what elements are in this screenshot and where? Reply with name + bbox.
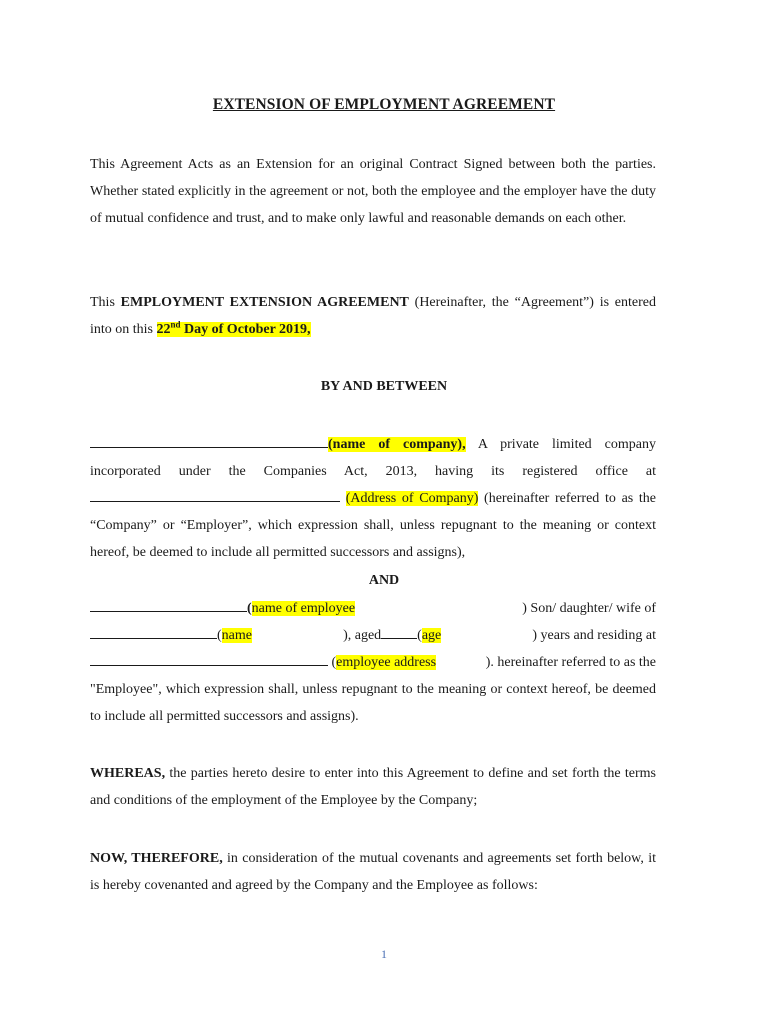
employee-name-blank bbox=[90, 599, 247, 612]
employee-closing: "Employee", which expression shall, unless repugnant to the meaning or context hereof, be deemed to include all permitted successors and assigns). bbox=[90, 682, 656, 724]
company-address-blank bbox=[90, 489, 340, 502]
whereas-paragraph bbox=[90, 760, 656, 814]
document-title: EXTENSION OF EMPLOYMENT AGREEMENT bbox=[212, 96, 556, 113]
company-paragraph bbox=[90, 431, 656, 566]
now-therefore-paragraph bbox=[90, 845, 656, 899]
by-and-between-heading: BY AND BETWEEN bbox=[320, 379, 448, 394]
page-number: 1 bbox=[381, 947, 387, 961]
employee-address-blank bbox=[90, 653, 328, 666]
employee-relation: ) Son/ daughter/ wife of bbox=[522, 601, 656, 616]
agreement-prefix: This bbox=[90, 295, 121, 310]
employee-after-address: ). hereinafter referred to as the bbox=[485, 655, 656, 670]
agreement-middle: (Hereinafter, the “Agreement”) is entered into on this bbox=[90, 295, 656, 337]
parent-name-blank bbox=[90, 626, 217, 639]
intro-paragraph: This Agreement Acts as an Extension for an original Contract Signed between both the parties. Whether stated explicitly in the agreement or not, both the employee and the employer have the duty of mutual confidence and trust, and to make only lawful and reasonable demands on each other. bbox=[90, 157, 656, 226]
agreement-name: EMPLOYMENT EXTENSION AGREEMENT bbox=[120, 295, 409, 310]
agreement-paragraph bbox=[90, 289, 656, 343]
aged-text: ), aged bbox=[343, 628, 382, 643]
age-placeholder: age bbox=[421, 628, 442, 643]
and-heading: AND bbox=[368, 573, 400, 588]
employee-open-paren: ( bbox=[247, 601, 252, 616]
employee-name-group bbox=[90, 595, 355, 622]
employee-name-placeholder: name of employee bbox=[251, 601, 356, 616]
age-group: ), aged (age bbox=[343, 628, 442, 643]
employee-line-2 bbox=[90, 622, 656, 649]
day-number: 22 bbox=[156, 322, 171, 337]
company-name-placeholder: (name of company), bbox=[328, 437, 466, 452]
parent-name-placeholder: name bbox=[221, 628, 252, 643]
employee-paragraph bbox=[90, 595, 656, 730]
employee-line-3 bbox=[90, 649, 656, 676]
employee-address-placeholder: employee address bbox=[336, 655, 437, 670]
whereas-text: the parties hereto desire to enter into this Agreement to define and set forth the terms and conditions of the employment of the Employee by the Company; bbox=[90, 766, 656, 808]
now-therefore-text: in consideration of the mutual covenants and agreements set forth below, it is hereby covenanted and agreed by the Company and the Employee as follows: bbox=[90, 851, 656, 893]
company-address-placeholder: (Address of Company) bbox=[345, 491, 479, 506]
parent-name-group: (name bbox=[90, 622, 252, 649]
employee-line-1 bbox=[90, 595, 656, 622]
employee-address-group: (employee address bbox=[90, 649, 436, 676]
day-suffix: nd bbox=[170, 319, 181, 330]
now-therefore-label: NOW, THEREFORE, bbox=[90, 851, 223, 866]
years-text: ) years and residing at bbox=[532, 628, 656, 643]
company-text-1: A private limited company incorporated under the Companies Act, 2013, having its registered office at bbox=[90, 437, 656, 479]
company-name-blank bbox=[90, 435, 328, 448]
whereas-label: WHEREAS, bbox=[90, 766, 166, 781]
date-rest: Day of October 2019, bbox=[180, 322, 311, 337]
company-text-2: (hereinafter referred to as the “Company” or “Employer”, which expression shall, unless repugnant to the meaning or context hereof, be deemed to include all permitted successors and assigns), bbox=[90, 491, 657, 560]
age-blank bbox=[381, 626, 417, 639]
agreement-date bbox=[156, 319, 311, 337]
